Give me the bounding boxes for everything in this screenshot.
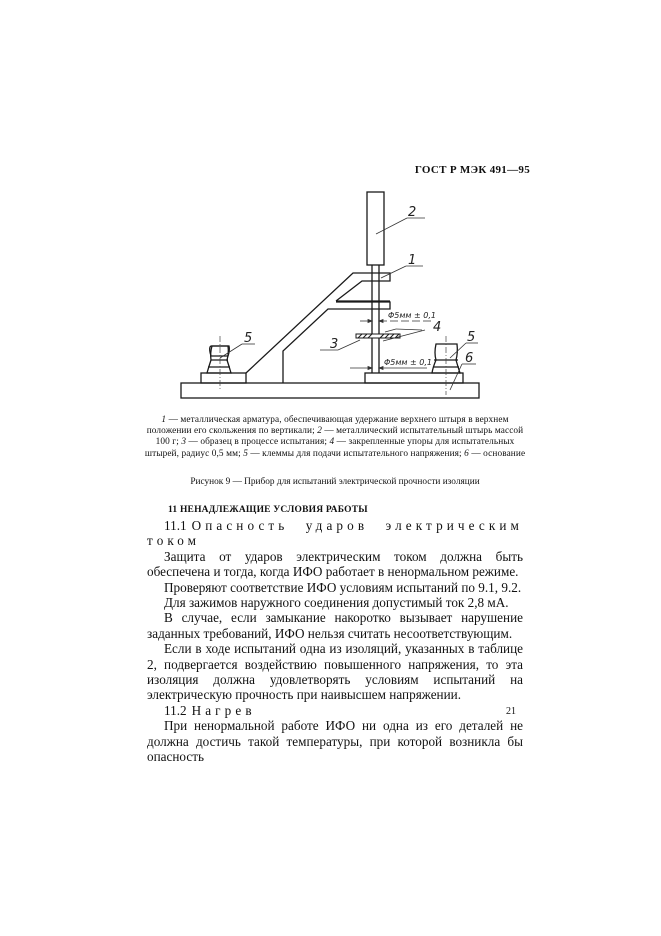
subsection-number: 11.2: [164, 702, 187, 718]
legend-text-1: — металлическая арматура, обеспечивающая удержание верхнего штыря в верхнем положении его скольжения по вертикали;: [146, 415, 509, 437]
dimension-upper: Φ5мм ± 0,1: [388, 311, 436, 320]
paragraph: При ненормальной работе ИФО ни одна из его деталей не должна достичь такой температуры, при которой возникла бы опасность: [147, 718, 523, 765]
label-4: 4: [433, 320, 442, 335]
subsection-title: Нагрев: [191, 702, 256, 718]
subsection-11-2-heading: [147, 703, 523, 718]
legend-num-1: 1: [161, 415, 167, 425]
paragraph: Если в ходе испытаний одна из изоляций, указанных в таблице 2, подвергается воздействию повышенного напряжения, то эта изоляция должна удовлетворять условиям испытаний на электрическую прочность при наивысшем напряжении.: [147, 641, 523, 703]
legend-text-2: — металлический испытательный штырь массой 100 г;: [155, 426, 524, 448]
paragraph: Для зажимов наружного соединения допустимый ток 2,8 мА.: [164, 595, 509, 611]
subsection-number: 11.1: [164, 518, 187, 533]
section-heading: 11 НЕНАДЛЕЖАЩИЕ УСЛОВИЯ РАБОТЫ: [168, 505, 368, 515]
figure-legend: [140, 415, 530, 460]
legend-num-5: 5: [243, 448, 248, 459]
legend-num-2: 2: [317, 426, 322, 437]
legend-num-6: 6: [464, 448, 469, 459]
body-text: [147, 518, 523, 765]
page-number: 21: [506, 706, 516, 717]
running-header-standard-id: ГОСТ Р МЭК 491—95: [414, 164, 530, 176]
subsection-title: Опасность ударов электрическим током: [147, 518, 523, 549]
legend-text-6: — основание: [468, 448, 526, 459]
paragraph: Проверяют соответствие ИФО условиям испытаний по 9.1, 9.2.: [164, 579, 522, 595]
label-5-left: 5: [244, 331, 253, 346]
legend-text-5: — клеммы для подачи испытательного напряжения;: [247, 448, 465, 459]
base-plate-shape: [181, 383, 479, 398]
figure-title: Рисунок 9 — Прибор для испытаний электрической прочности изоляции: [190, 477, 480, 487]
label-3: 3: [330, 337, 339, 352]
legend-text-4: — закрепленные упоры для испытательных штырей, радиус 0,5 мм;: [144, 437, 515, 459]
legend-num-4: 4: [329, 437, 335, 448]
label-5-right: 5: [467, 330, 476, 345]
paragraph: В случае, если замыкание накоротко вызывает нарушение заданных требований, ИФО нельзя считать несоответствующим.: [147, 610, 523, 641]
label-1: 1: [408, 253, 417, 268]
figure-9-test-apparatus: [140, 190, 530, 410]
dimension-lower: Φ5мм ± 0,1: [384, 358, 432, 367]
test-pin-weight-shape: [367, 192, 384, 265]
label-2: 2: [408, 205, 417, 220]
legend-num-3: 3: [181, 437, 187, 448]
paragraph: Защита от ударов электрическим током должна быть обеспечена и тогда, когда ИФО работает в ненормальном режиме.: [147, 548, 523, 580]
legend-text-3: — образец в процессе испытания;: [186, 437, 330, 448]
subsection-11-1-heading: [147, 518, 523, 549]
apparatus-drawing: [140, 190, 530, 410]
label-6: 6: [465, 351, 474, 366]
